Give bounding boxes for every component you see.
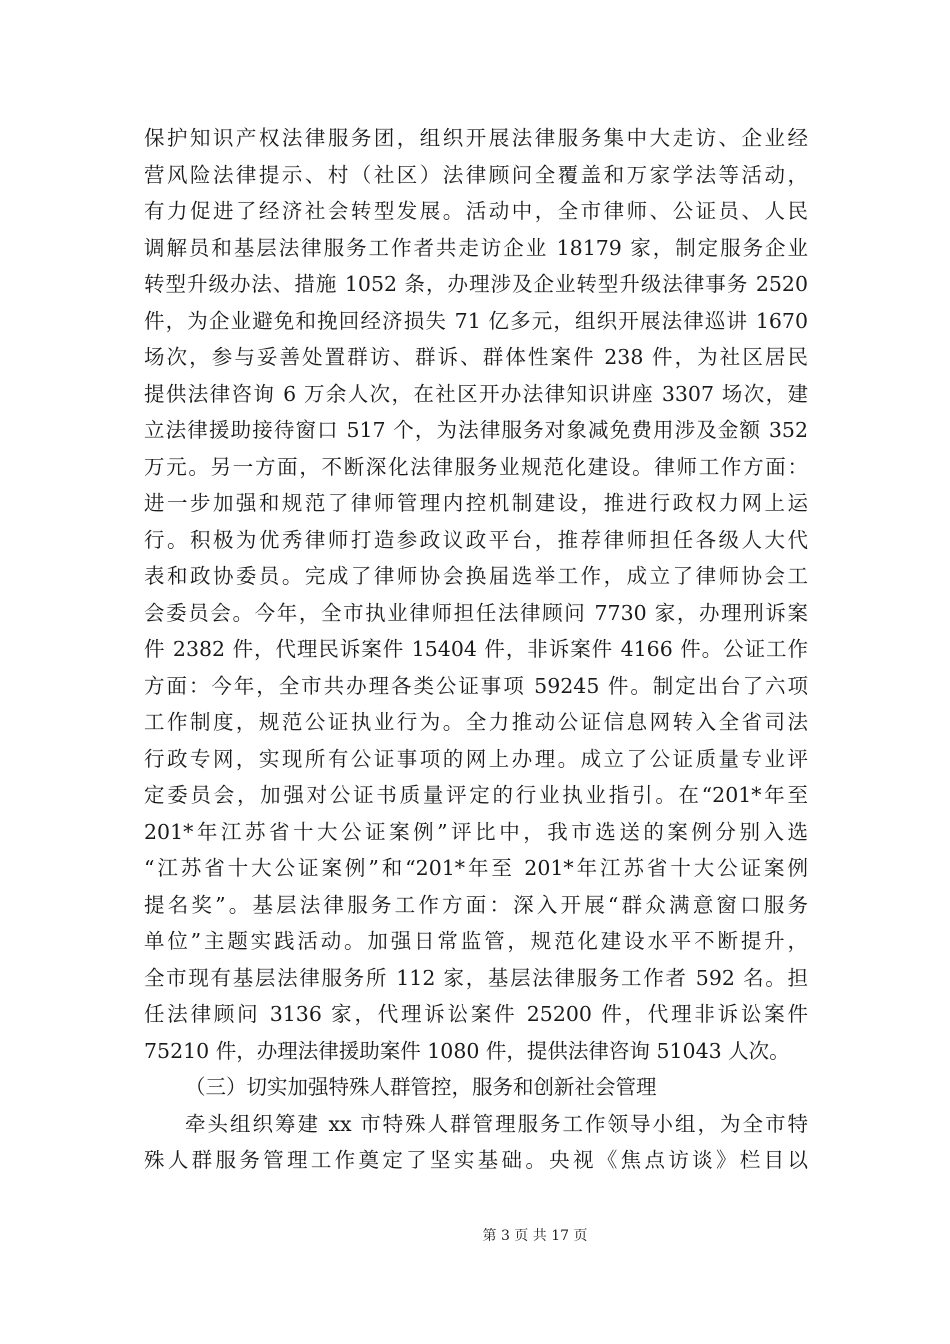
- text-line: 件，为企业避免和挽回经济损失 71 亿多元，组织开展法律巡讲 1670: [144, 308, 808, 333]
- text-line: “江苏省十大公证案例”和“201*年至 201*年江苏省十大公证案例: [144, 856, 808, 880]
- text-line: 有力促进了经济社会转型发展。活动中，全市律师、公证员、人民: [144, 199, 808, 223]
- text-line: 单位”主题实践活动。加强日常监管，规范化建设水平不断提升，: [144, 929, 808, 953]
- text-line: 场次，参与妥善处置群访、群诉、群体性案件 238 件，为社区居民: [144, 345, 808, 369]
- text-line: 营风险法律提示、村（社区）法律顾问全覆盖和万家学法等活动，: [144, 162, 808, 187]
- text-line: 工作制度，规范公证执业行为。全力推动公证信息网转入全省司法: [144, 710, 808, 734]
- text-line: 任法律顾问 3136 家，代理诉讼案件 25200 件，代理非诉讼案件: [144, 1002, 808, 1026]
- text-line: 提供法律咨询 6 万余人次，在社区开办法律知识讲座 3307 场次，建: [144, 381, 808, 406]
- text-line: 殊人群服务管理工作奠定了坚实基础。央视《焦点访谈》栏目以: [144, 1148, 808, 1172]
- document-body: [144, 120, 808, 1179]
- text-line: 提名奖”。基层法律服务工作方面：深入开展“群众满意窗口服务: [144, 892, 808, 917]
- text-line: 75210 件，办理法律援助案件 1080 件，提供法律咨询 51043 人次。: [144, 1038, 790, 1063]
- text-line: 立法律援助接待窗口 517 个，为法律服务对象减免费用涉及金额 352: [144, 418, 808, 442]
- text-line: 保护知识产权法律服务团，组织开展法律服务集中大走访、企业经: [144, 126, 808, 150]
- text-line: 定委员会，加强对公证书质量评定的行业执业指引。在“201*年至: [144, 783, 808, 807]
- text-line: 进一步加强和规范了律师管理内控机制建设，推进行政权力网上运: [144, 491, 808, 515]
- page-number-footer: 第 3 页 共 17 页: [482, 1228, 588, 1244]
- text-line: 牵头组织筹建 xx 市特殊人群管理服务工作领导小组，为全市特: [185, 1111, 808, 1136]
- text-line: 201*年江苏省十大公证案例”评比中，我市选送的案例分别入选: [144, 819, 808, 844]
- text-line: 行政专网，实现所有公证事项的网上办理。成立了公证质量专业评: [144, 746, 808, 771]
- text-line: 全市现有基层法律服务所 112 家，基层法律服务工作者 592 名。担: [144, 965, 808, 990]
- text-line: 万元。另一方面，不断深化法律服务业规范化建设。律师工作方面：: [144, 454, 808, 479]
- text-line: 转型升级办法、措施 1052 条，办理涉及企业转型升级法律事务 2520: [144, 272, 808, 296]
- section-heading: （三）切实加强特殊人群管控，服务和创新社会管理: [185, 1075, 657, 1099]
- text-line: 方面：今年，全市共办理各类公证事项 59245 件。制定出台了六项: [144, 673, 808, 698]
- text-line: 行。积极为优秀律师打造参政议政平台，推荐律师担任各级人大代: [144, 527, 808, 552]
- text-line: 会委员会。今年，全市执业律师担任法律顾问 7730 家，办理刑诉案: [144, 600, 808, 625]
- text-line: 表和政协委员。完成了律师协会换届选举工作，成立了律师协会工: [144, 564, 808, 588]
- text-line: 件 2382 件，代理民诉案件 15404 件，非诉案件 4166 件。公证工作: [144, 637, 808, 661]
- paragraph-legal-services: [144, 120, 808, 1069]
- paragraph-special-groups: [144, 1106, 808, 1179]
- text-line: 调解员和基层法律服务工作者共走访企业 18179 家，制定服务企业: [144, 235, 808, 260]
